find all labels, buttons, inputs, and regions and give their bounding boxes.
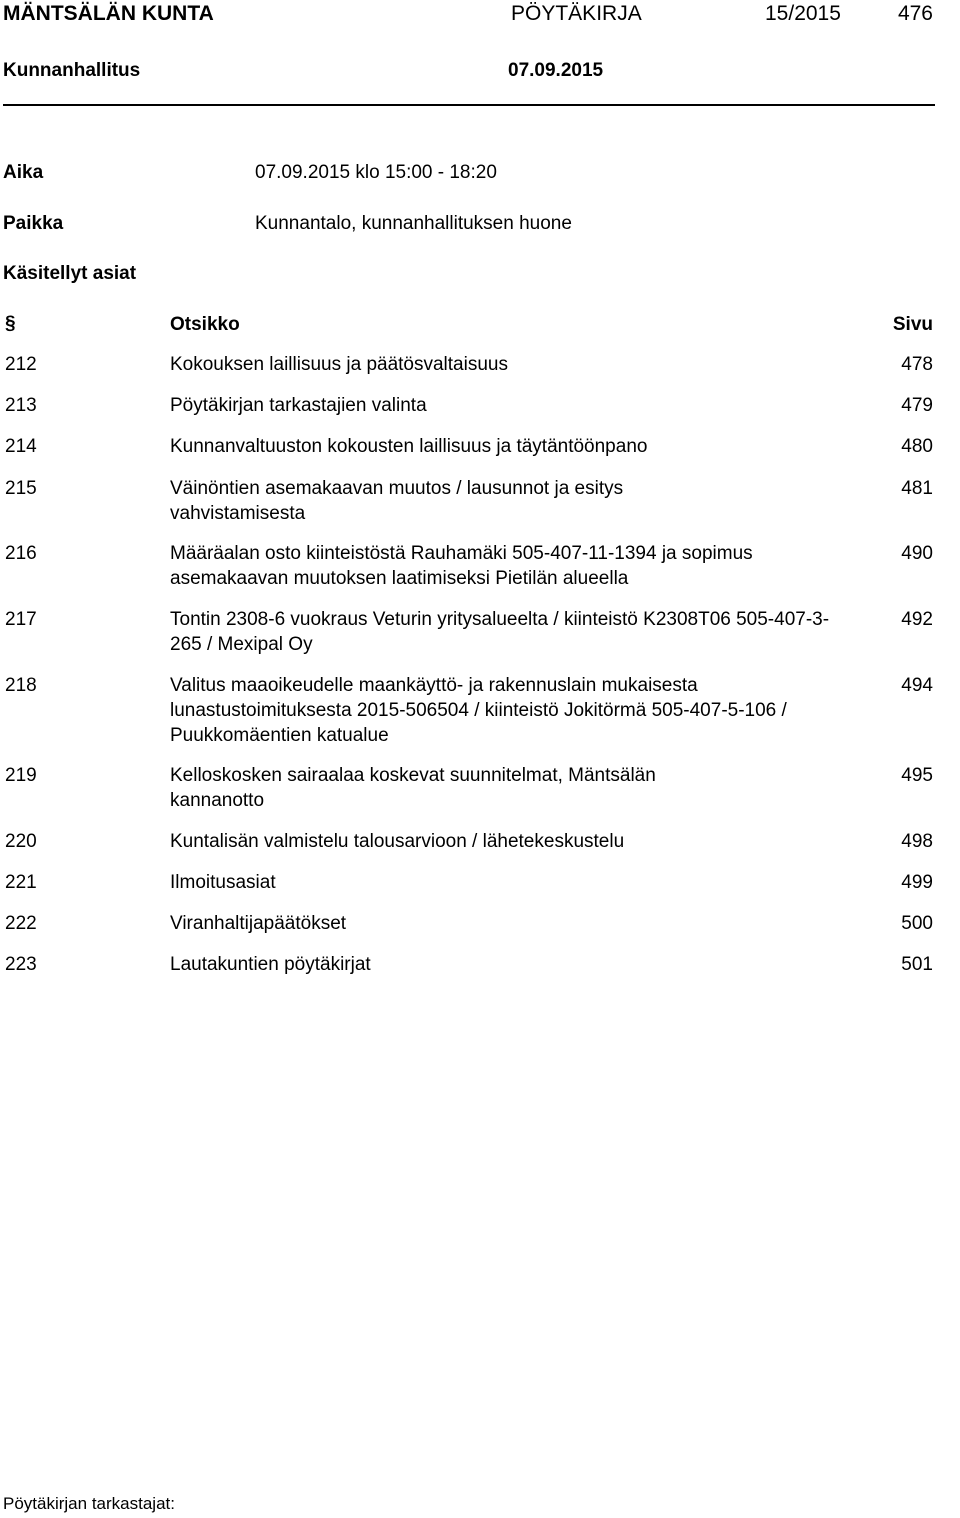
item-title: Ilmoitusasiat [170, 872, 276, 893]
item-page: 501 [901, 954, 933, 975]
item-page: 495 [901, 765, 933, 786]
item-number: 219 [5, 765, 37, 786]
place-label: Paikka [3, 213, 64, 234]
item-page: 492 [901, 609, 933, 630]
item-page: 480 [901, 436, 933, 457]
section-symbol-icon: § [5, 313, 16, 334]
header-divider [3, 104, 935, 106]
item-number: 216 [5, 543, 37, 564]
item-title: Kuntalisän valmistelu talousarvioon / lähetekeskustelu [170, 831, 625, 852]
agenda-heading: Käsitellyt asiat [3, 263, 137, 284]
item-page: 499 [901, 872, 933, 893]
column-title-header: Otsikko [170, 314, 240, 335]
item-number: 215 [5, 478, 37, 499]
item-page: 498 [901, 831, 933, 852]
item-title: Kelloskosken sairaalaa koskevat suunnitelmat, Mäntsälän kannanotto [170, 765, 656, 811]
item-title: Tontin 2308-6 vuokraus Veturin yritysalueelta / kiinteistö K2308T06 505-407-3-265 / Mexipal Oy [170, 609, 830, 655]
item-page: 490 [901, 543, 933, 564]
document-type: PÖYTÄKIRJA [511, 2, 642, 25]
item-number: 221 [5, 872, 37, 893]
document-issue: 15/2015 [765, 2, 841, 25]
item-page: 481 [901, 478, 933, 499]
item-number: 220 [5, 831, 37, 852]
item-number: 217 [5, 609, 37, 630]
item-title: Kokouksen laillisuus ja päätösvaltaisuus [170, 354, 508, 375]
item-page: 479 [901, 395, 933, 416]
item-title: Viranhaltijapäätökset [170, 913, 347, 934]
governing-body: Kunnanhallitus [3, 60, 141, 81]
place-value: Kunnantalo, kunnanhallituksen huone [255, 213, 572, 234]
column-page-header: Sivu [892, 314, 933, 335]
item-number: 223 [5, 954, 37, 975]
time-label: Aika [3, 162, 44, 183]
reviewers-label: Pöytäkirjan tarkastajat: [3, 1494, 175, 1513]
item-title: Lautakuntien pöytäkirjat [170, 954, 371, 975]
item-title: Määräalan osto kiinteistöstä Rauhamäki 505-407-11-1394 ja sopimus asemakaavan muutoksen laatimiseksi Pietilän alueella [170, 543, 753, 589]
time-value: 07.09.2015 klo 15:00 - 18:20 [255, 162, 497, 183]
item-page: 500 [901, 913, 933, 934]
item-number: 212 [5, 354, 37, 375]
item-title: Pöytäkirjan tarkastajien valinta [170, 395, 427, 416]
item-title: Kunnanvaltuuston kokousten laillisuus ja täytäntöönpano [170, 436, 648, 457]
item-number: 213 [5, 395, 37, 416]
item-title: Valitus maaoikeudelle maankäyttö- ja rakennuslain mukaisesta lunastustoimituksesta 2015-506504 / kiinteistö Jokitörmä 505-407-5-106 / Puukkomäentien katualue [170, 675, 787, 746]
organization-name: MÄNTSÄLÄN KUNTA [3, 2, 214, 25]
meeting-date: 07.09.2015 [508, 60, 604, 81]
item-number: 214 [5, 436, 37, 457]
item-number: 218 [5, 675, 37, 696]
item-title: Väinöntien asemakaavan muutos / lausunnot ja esitys vahvistamisesta [170, 478, 624, 524]
item-page: 494 [901, 675, 933, 696]
item-page: 478 [901, 354, 933, 375]
item-number: 222 [5, 913, 37, 934]
page-number: 476 [897, 2, 933, 25]
